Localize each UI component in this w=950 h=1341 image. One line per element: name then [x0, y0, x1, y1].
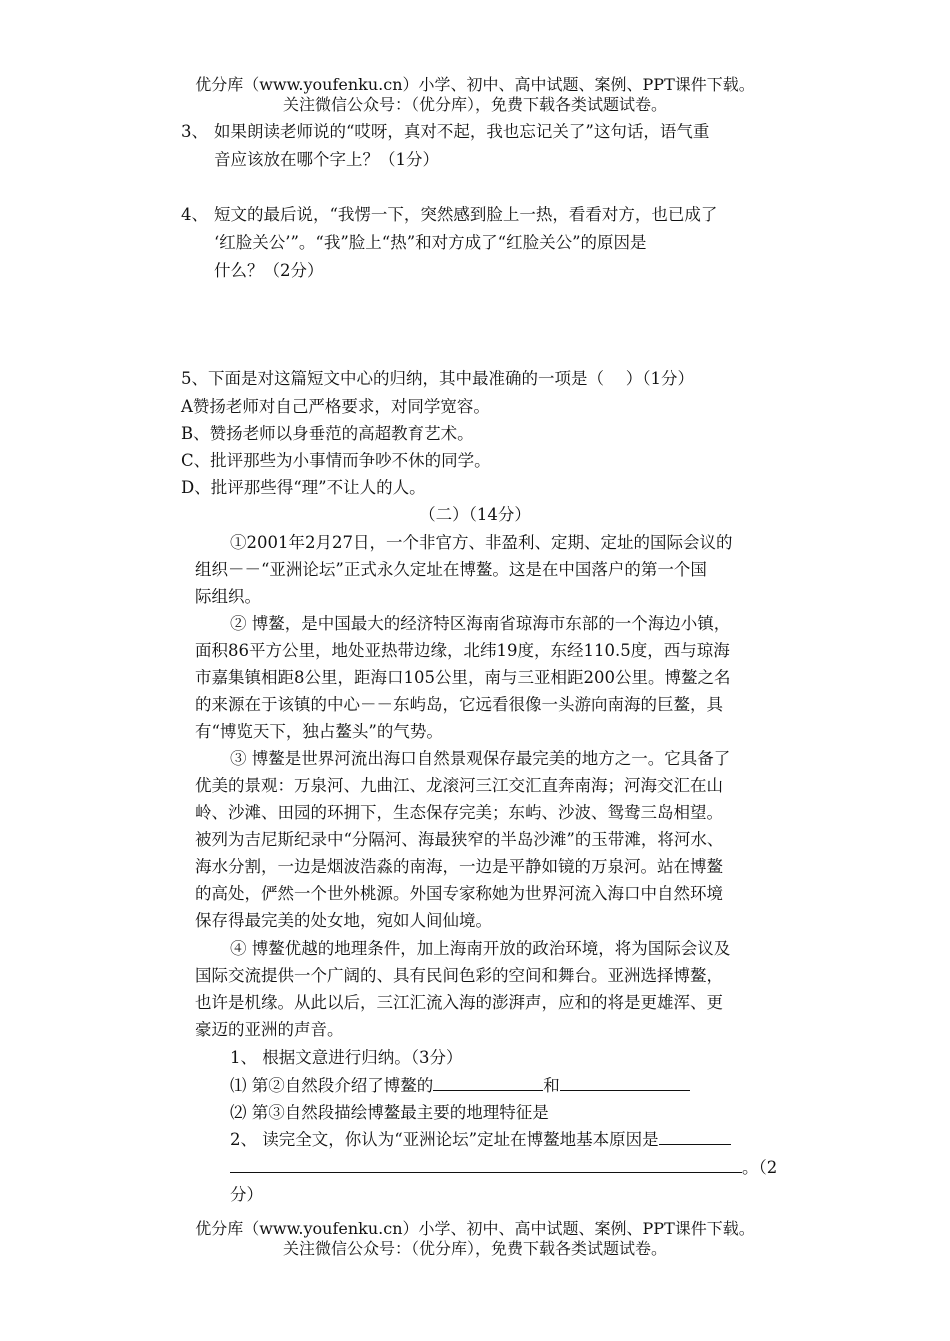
passage-p2-line-5: 有“博览天下，独占鳌头”的气势。	[195, 722, 443, 741]
s2-question-1-sub-1	[230, 1073, 690, 1099]
passage-p2-line-2: 面积86平方公里，地处亚热带边缘，北纬19度，东经110.5度，西与琼海	[195, 641, 730, 660]
passage-p2-line-4: 的来源在于该镇的中心－－东屿岛，它远看很像一头游向南海的巨鳌，具	[195, 695, 723, 714]
question-3-line-1: 如果朗读老师说的“哎呀，真对不起，我也忘记关了”这句话，语气重	[214, 122, 710, 141]
footer-line-2: 关注微信公众号：（优分库），免费下载各类试题试卷。	[282, 1239, 667, 1258]
s2-question-1-sub-1-mid: 和	[543, 1076, 560, 1095]
question-4-line-1: 短文的最后说，“我愣一下，突然感到脸上一热，看看对方，也已成了	[214, 205, 718, 224]
section-2-title: （二）（14分）	[419, 505, 531, 524]
passage-p3-line-7: 保存得最完美的处女地，宛如人间仙境。	[195, 911, 492, 930]
question-4-line-2: ‘红脸关公’”。“我”脸上“热”和对方成了“红脸关公”的原因是	[214, 233, 647, 252]
passage-p4-line-4: 豪迈的亚洲的声音。	[195, 1020, 344, 1039]
passage-p3-line-3: 岭、沙滩、田园的环拥下，生态保存完美；东屿、沙波、鸳鸯三岛相望。	[195, 803, 723, 822]
question-3-number: 3、	[181, 122, 208, 141]
answer-blank-4[interactable]	[230, 1156, 742, 1173]
passage-p3-line-2: 优美的景观：万泉河、九曲江、龙滚河三江交汇直奔南海；河海交汇在山	[195, 776, 723, 795]
passage-p3-line-4: 被列为吉尼斯纪录中“分隔河、海最狭窄的半岛沙滩”的玉带滩，将河水、	[195, 830, 724, 849]
s2-question-2-line-3: 分）	[230, 1185, 263, 1204]
s2-question-2-stem: 2、 读完全文，你认为“亚洲论坛”定址在博鳌地基本原因是	[230, 1130, 659, 1149]
passage-p2-line-1: ② 博鳌，是中国最大的经济特区海南省琼海市东部的一个海边小镇，	[230, 614, 731, 633]
footer-line-1: 优分库（www.youfenku.cn）小学、初中、高中试题、案例、PPT课件下载。	[195, 1219, 755, 1238]
answer-blank-1[interactable]	[433, 1074, 543, 1091]
passage-p4-line-3: 也许是机缘。从此以后，三江汇流入海的澎湃声，应和的将是更雄浑、更	[195, 993, 723, 1012]
question-5-option-a: A赞扬老师对自己严格要求，对同学宽容。	[181, 397, 490, 416]
passage-p3-line-6: 的高处，俨然一个世外桃源。外国专家称她为世界河流入海口中自然环境	[195, 884, 723, 903]
question-4-line-3: 什么？（2分）	[214, 261, 324, 280]
passage-p1-line-2: 组织－－“亚洲论坛”正式永久定址在博鳌。这是在中国落户的第一个国	[195, 560, 707, 579]
question-5-stem: 5、下面是对这篇短文中心的归纳，其中最准确的一项是（ ）（1分）	[181, 369, 694, 388]
header-line-2: 关注微信公众号：（优分库），免费下载各类试题试卷。	[282, 95, 667, 114]
answer-blank-2[interactable]	[560, 1074, 690, 1091]
question-3-line-2: 音应该放在哪个字上？（1分）	[214, 150, 439, 169]
passage-p3-line-1: ③ 博鳌是世界河流出海口自然景观保存最完美的地方之一。它具备了	[230, 749, 731, 768]
passage-p1-line-3: 际组织。	[195, 587, 261, 606]
s2-question-1-sub-2: ⑵ 第③自然段描绘博鳌最主要的地理特征是	[230, 1103, 549, 1122]
s2-question-2-line-2	[230, 1155, 777, 1181]
s2-question-2-end: 。（2	[742, 1158, 778, 1177]
question-5-option-c: C、批评那些为小事情而争吵不休的同学。	[181, 451, 491, 470]
question-5-option-b: B、赞扬老师以身垂范的高超教育艺术。	[181, 424, 474, 443]
s2-question-2-line-1	[230, 1127, 731, 1153]
question-4-number: 4、	[181, 205, 208, 224]
passage-p4-line-1: ④ 博鳌优越的地理条件，加上海南开放的政治环境，将为国际会议及	[230, 939, 731, 958]
passage-p1-line-1: ①2001年2月27日，一个非官方、非盈利、定期、定址的国际会议的	[230, 533, 733, 552]
question-5-option-d: D、批评那些得“理”不让人的人。	[181, 478, 426, 497]
passage-p2-line-3: 市嘉集镇相距8公里，距海口105公里，南与三亚相距200公里。博鳌之名	[195, 668, 731, 687]
s2-question-1-sub-1-prefix: ⑴ 第②自然段介绍了博鳌的	[230, 1076, 434, 1095]
passage-p4-line-2: 国际交流提供一个广阔的、具有民间色彩的空间和舞台。亚洲选择博鳌，	[195, 966, 723, 985]
answer-blank-3[interactable]	[659, 1128, 731, 1145]
s2-question-1-stem: 1、 根据文意进行归纳。（3分）	[230, 1048, 463, 1067]
header-line-1: 优分库（www.youfenku.cn）小学、初中、高中试题、案例、PPT课件下载。	[195, 75, 755, 94]
passage-p3-line-5: 海水分割，一边是烟波浩淼的南海，一边是平静如镜的万泉河。站在博鳌	[195, 857, 723, 876]
